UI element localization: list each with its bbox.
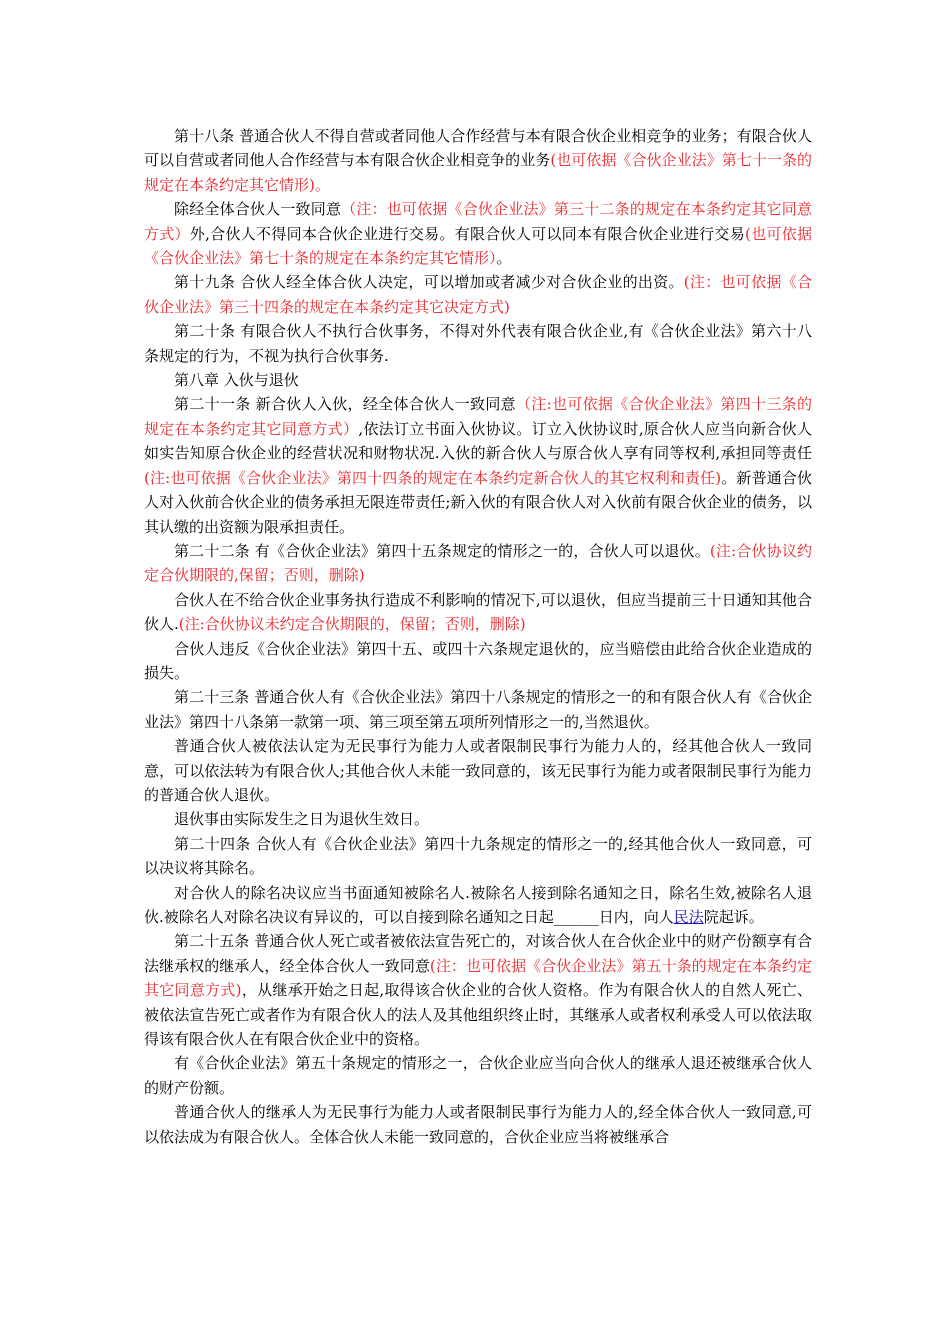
paragraph-text: 第二十五条 普通合伙人死亡或者被依法宣告死亡的，对该合伙人在合伙企业中的财产份额享有合法继承权的继承人，经全体合伙人一致同意	[144, 932, 812, 975]
paragraph	[144, 734, 812, 807]
paragraph-text: 第二十条 有限合伙人不执行合伙事务，不得对外代表有限合伙企业,有《合伙企业法》第六十八条规定的行为，不视为执行合伙事务.	[144, 322, 812, 365]
paragraph	[144, 124, 812, 197]
paragraph-text: 第二十四条 合伙人有《合伙企业法》第四十九条规定的情形之一的,经其他合伙人一致同意，可以决议将其除名。	[144, 834, 812, 878]
annotation-note: (注:合伙协议未约定合伙期限的，保留；否则，删除)	[178, 615, 526, 634]
annotation-note: (注:也可依据《合伙企业法》第四十四条的规定在本条约定新合伙人的其它权利和责任)	[144, 468, 722, 487]
paragraph	[144, 685, 812, 734]
paragraph	[144, 929, 812, 1051]
paragraph-text: 第二十二条 有《合伙企业法》第四十五条规定的情形之一的，合伙人可以退伙。	[174, 541, 710, 560]
paragraph-text: 合伙人违反《合伙企业法》第四十五、或四十六条规定退伙的，应当赔偿由此给合伙企业造成的损失。	[144, 639, 812, 682]
annotation-note: (注:合伙协议约定合伙期限的,保留；否则，删除)	[144, 541, 812, 585]
paragraph-text: 普通合伙人被依法认定为无民事行为能力人或者限制民事行为能力人的，经其他合伙人一致同意，可以依法转为有限合伙人;其他合伙人未能一致同意的，该无民事行为能力或者限制民事行为能力的普通合伙人退伙。	[144, 737, 812, 804]
annotation-note: (也可依据《合伙企业法》第七十条的规定在本条约定其它情形）	[144, 224, 812, 268]
paragraph-text: 院起诉。	[703, 908, 764, 926]
paragraph	[144, 270, 812, 319]
annotation-note: (也可依据《合伙企业法》第七十一条的规定在本条约定其它情形)。	[144, 151, 812, 194]
paragraph	[144, 319, 812, 368]
annotation-note: (注：也可依据《合伙企业法》第三十四条的规定在本条约定其它决定方式)	[144, 273, 812, 316]
paragraph-text: ,依法订立书面入伙协议。订立入伙协议时,原合伙人应当向新合伙人如实告知原合伙企业的经营状况和财物状况.入伙的新合伙人与原合伙人享有同等权利,承担同等责任	[144, 419, 812, 463]
paragraph-text: 外,合伙人不得同本合伙企业进行交易。有限合伙人可以同本有限合伙企业进行交易	[189, 224, 745, 243]
annotation-note: （注:也可依据《合伙企业法》第四十三条的规定在本条约定其它同意方式）	[144, 395, 812, 438]
paragraph-text: 除经全体合伙人一致同意	[174, 200, 342, 219]
paragraph-text: 普通合伙人的继承人为无民事行为能力人或者限制民事行为能力人的,经全体合伙人一致同意,可以依法成为有限合伙人。全体合伙人未能一致同意的，合伙企业应当将被继承合	[144, 1103, 812, 1146]
paragraph-text: 退伙事由实际发生之日为退伙生效日。	[174, 810, 430, 829]
paragraph-text: 第十八条 普通合伙人不得自营或者同他人合作经营与本有限合伙企业相竞争的业务；有限合伙人可以自营或者同他人合作经营与本有限合伙企业相竞争的业务	[144, 127, 812, 170]
paragraph	[144, 197, 812, 270]
paragraph	[144, 881, 812, 930]
paragraph-text: 第八章 入伙与退伙	[174, 371, 299, 390]
paragraph	[144, 588, 812, 637]
hyperlink[interactable]: 民法	[673, 908, 704, 926]
paragraph-text: 第十九条 合伙人经全体合伙人决定，可以增加或者减少对合伙企业的出资。	[174, 273, 684, 292]
paragraph-text: 。新普通合伙人对入伙前合伙企业的债务承担无限连带责任;新入伙的有限合伙人对入伙前有限合伙企业的债务，以其认缴的出资额为限承担责任。	[144, 468, 812, 536]
paragraph	[144, 807, 812, 831]
document-body	[144, 124, 812, 1149]
paragraph	[144, 832, 812, 881]
paragraph	[144, 539, 812, 588]
paragraph-text: 第二十三条 普通合伙人有《合伙企业法》第四十八条规定的情形之一的和有限合伙人有《合伙企业法》第四十八条第一款第一项、第三项至第五项所列情形之一的,当然退伙。	[144, 688, 812, 731]
paragraph	[144, 1100, 812, 1149]
paragraph	[144, 637, 812, 686]
paragraph-text: 。	[496, 249, 512, 268]
paragraph-text: 对合伙人的除名决议应当书面通知被除名人.被除名人接到除名通知之日，除名生效,被除名人退伙.被除名人对除名决议有异议的，可以自接到除名通知之日起______日内，向人	[144, 883, 812, 926]
paragraph-text: 合伙人在不给合伙企业事务执行造成不利影响的情况下,可以退伙，但应当提前三十日通知其他合伙人.	[144, 590, 812, 634]
paragraph	[144, 392, 812, 538]
annotation-note: (注：也可依据《合伙企业法》第五十条的规定在本条约定其它同意方式)	[144, 956, 812, 1000]
paragraph-text: 第二十一条 新合伙人入伙，经全体合伙人一致同意	[174, 395, 516, 414]
annotation-note: （注：也可依据《合伙企业法》第三十二条的规定在本条约定其它同意方式）	[144, 200, 812, 243]
paragraph-text: ，从继承开始之日起,取得该合伙企业的合伙人资格。作为有限合伙人的自然人死亡、被依法宣告死亡或者作为有限合伙人的法人及其他组织终止时，其继承人或者权利承受人可以依法取得该有限合伙人在有限合伙企业中的资格。	[144, 981, 812, 1049]
paragraph	[144, 368, 812, 392]
paragraph	[144, 1051, 812, 1100]
paragraph-text: 有《合伙企业法》第五十条规定的情形之一，合伙企业应当向合伙人的继承人退还被继承合伙人的财产份额。	[144, 1054, 812, 1097]
